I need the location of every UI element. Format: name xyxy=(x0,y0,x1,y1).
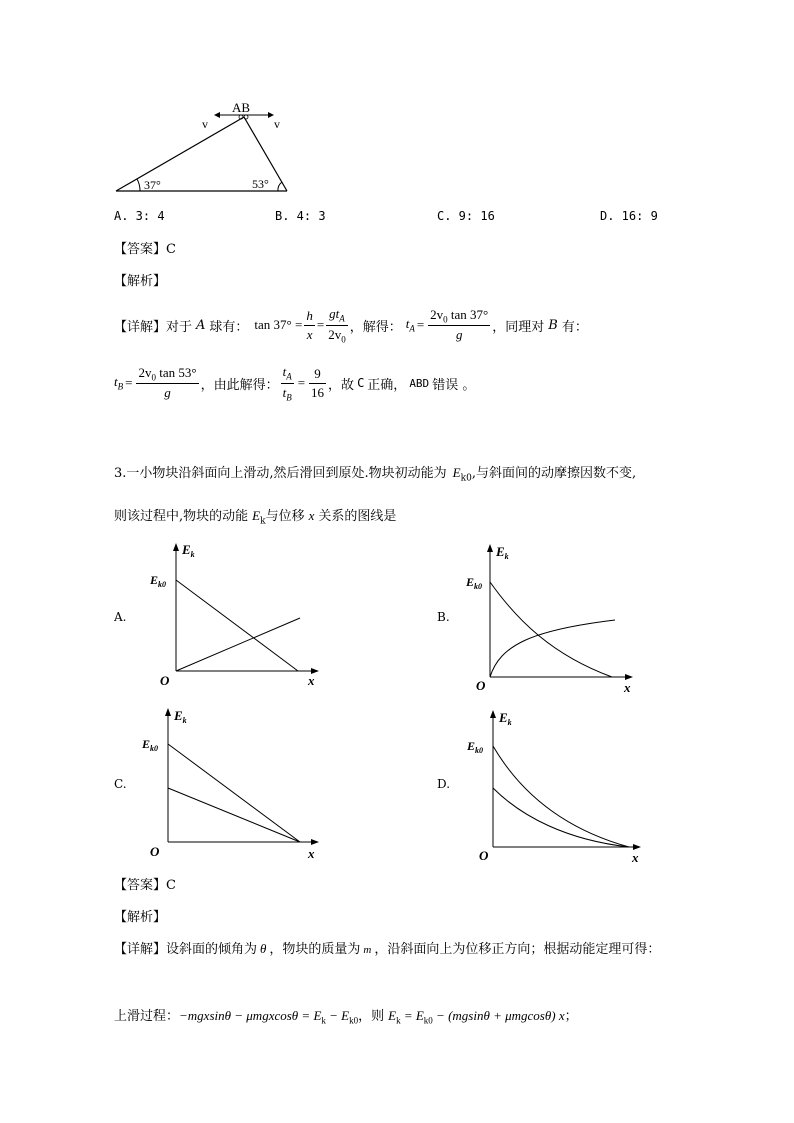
q3-detail-line: 【详解】设斜面的倾角为 θ ，物块的质量为 m ，沿斜面向上为位移正方向；根据动能定理可得： xyxy=(114,941,661,957)
triangle-left-side xyxy=(116,117,244,191)
origin-label: O xyxy=(160,673,170,688)
line-down-slide xyxy=(168,788,300,842)
option-b: B. 4: 3 xyxy=(275,209,326,223)
fraction-ta: $\frac{2v_0 \tan 37^\circ}{g}$ xyxy=(430,306,489,343)
q2-answer: 【答案】C xyxy=(114,242,176,257)
fraction-tb: $\frac{2v_0 \tan 53^\circ}{g}$ xyxy=(138,364,197,401)
ek0-label: $E_{k0}$ xyxy=(467,739,484,755)
fraction-9-over-16: $\frac{9}{16}$ xyxy=(311,365,325,400)
text: ，同理对 xyxy=(492,319,545,335)
text: 正确， xyxy=(367,377,407,393)
x-label: x xyxy=(308,673,315,688)
label-v-right: v xyxy=(274,117,280,131)
text: ，解得： xyxy=(349,319,402,335)
q3-answer: 【答案】C xyxy=(114,878,176,893)
x-label: x xyxy=(308,846,315,861)
eq1-lhs: tan 37° = xyxy=(254,317,303,333)
text: ，由此解得： xyxy=(200,377,279,393)
x-label: x xyxy=(632,850,639,862)
curve-up xyxy=(490,620,615,677)
y-label: $E_k$ xyxy=(499,710,512,727)
label-angle-53: 53° xyxy=(252,177,269,191)
curve-down xyxy=(490,582,612,677)
angle-arc-right xyxy=(278,182,282,191)
text: 【详解】对于 xyxy=(114,319,193,335)
y-arrow xyxy=(165,708,171,716)
text: ，故 xyxy=(328,377,355,393)
origin-label: O xyxy=(476,678,486,693)
ek0-label: $E_{k0}$ xyxy=(466,575,483,591)
angle-arc-left xyxy=(137,179,140,191)
q3-line1: 3.一小物块沿斜面向上滑动,然后滑回到原处.物块初动能为 $E_{k0}$,与斜面间的动摩擦因数不变, xyxy=(114,465,637,484)
line-up-slide xyxy=(168,744,300,842)
line-up xyxy=(176,580,298,671)
fraction-ta-over-tb: $\frac{t_A}{t_B}$ xyxy=(282,364,292,403)
text: ABD xyxy=(409,376,430,390)
graph-c xyxy=(140,702,330,862)
graph-d xyxy=(462,702,652,862)
y-label: $E_k$ xyxy=(182,542,195,559)
fraction-gt-over-2v: $\frac{gt_A}{2v_0}$ xyxy=(328,306,346,345)
option-d: D. 16: 9 xyxy=(600,209,658,223)
option-a: A. 3: 4 xyxy=(114,209,165,223)
q3-uphill-equation: 上滑过程：$-mgxsin\theta - \mu mgxcos\theta = E_k - E_{k0}$，则 $E_k = E_{k0} - (mgsin\theta + \mu mgcos\theta)$ x； xyxy=(114,1008,578,1026)
label-angle-37: 37° xyxy=(144,178,161,192)
ball-a-symbol: A xyxy=(196,317,206,333)
y-arrow xyxy=(173,543,179,551)
label-ab: AB xyxy=(232,100,251,115)
triangle-figure xyxy=(110,100,300,196)
graph-option-a-label: A. xyxy=(114,610,127,624)
fraction-h-over-x: $\frac{h}{x}$ xyxy=(306,307,313,342)
graph-a xyxy=(148,540,328,690)
x-label: x xyxy=(624,680,631,695)
graph-option-b-label: B. xyxy=(437,610,450,624)
text: C xyxy=(357,376,365,391)
label-v-left: v xyxy=(202,117,208,131)
text: 球有： xyxy=(209,319,249,335)
text: 错误 。 xyxy=(432,377,476,393)
graph-option-d-label: D. xyxy=(437,777,451,791)
ek0-label: $E_{k0}$ xyxy=(150,573,167,589)
text: 有： xyxy=(561,319,588,335)
x-arrow xyxy=(311,839,319,845)
y-label: $E_k$ xyxy=(496,544,509,561)
q3-line2: 则该过程中,物块的动能 $E_k$与位移 x 关系的图线是 xyxy=(114,508,397,527)
y-label: $E_k$ xyxy=(174,708,187,725)
graph-option-c-label: C. xyxy=(114,777,127,791)
option-c: C. 9: 16 xyxy=(437,209,495,223)
q2-analysis-heading: 【解析】 xyxy=(114,274,167,289)
curve-up-slide xyxy=(493,746,629,847)
origin-label: O xyxy=(479,848,489,862)
graph-b xyxy=(462,540,642,695)
arrow-head-left xyxy=(214,112,220,118)
y-arrow xyxy=(490,710,496,718)
ball-b-symbol: B xyxy=(548,317,558,333)
y-arrow xyxy=(487,544,493,552)
q3-analysis-heading: 【解析】 xyxy=(114,910,167,925)
origin-label: O xyxy=(150,844,160,859)
ek0-label: $E_{k0}$ xyxy=(142,737,159,753)
q2-detail-line1: 【详解】对于 A 球有： tan 37° = $\frac{h}{x}$ = $\frac{gt_A}{2v_0}$ ，解得： $t_A$ = $\frac{2v_0 \tan 37^\circ}{g}$ ，同理对 B 有： xyxy=(114,306,588,345)
q2-detail-line2: $t_B$ = $\frac{2v_0 \tan 53^\circ}{g}$ ，由此解得： $\frac{t_A}{t_B}$ = $\frac{9}{16}$ ，故 C 正确， ABD 错误 。 xyxy=(114,364,476,403)
